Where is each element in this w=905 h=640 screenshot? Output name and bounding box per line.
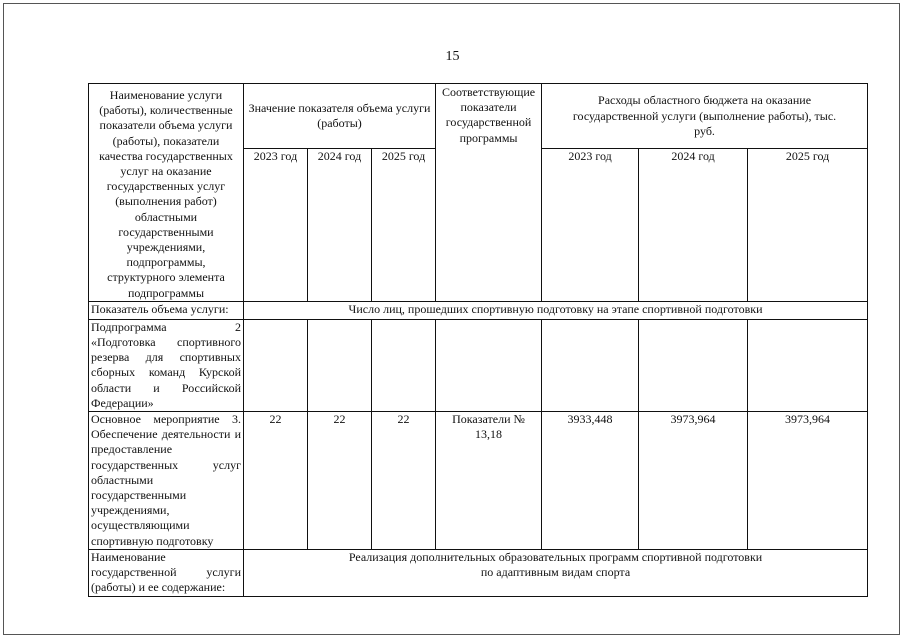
volume-value-2024: 22 [308,412,372,550]
volume-year-2024: 2024 год [308,149,372,302]
volume-value-2025: 22 [372,412,436,550]
main-event-row [89,412,868,550]
main-event-label: Основное мероприятие 3. Обеспечение деятельности и предоставление государственных услуг областными государственными учреждениями, осуществляющими спортивную подготовку [89,412,244,550]
program-table [88,83,868,597]
volume-year-2023: 2023 год [244,149,308,302]
volume-year-2025: 2025 год [372,149,436,302]
indicator-value: Число лиц, прошедших спортивную подготовку на этапе спортивной подготовки [244,301,868,319]
volume-value-2023: 22 [244,412,308,550]
budget-year-2025: 2025 год [748,149,868,302]
page-number: 15 [445,49,460,64]
service-value-line2: по адаптивным видам спорта [480,565,631,580]
subprogram-row [89,319,868,411]
subprogram-description: «Подготовка спортивного резерва для спортивных сборных команд Курской области и Российской Федерации» [91,335,241,410]
budget-year-2024: 2024 год [639,149,748,302]
header-row [89,84,868,149]
subprogram-title: Подпрограмма [91,319,167,334]
indicator-label: Показатель объема услуги: [89,301,244,319]
budget-year-2023: 2023 год [542,149,639,302]
subprogram-label [89,319,244,411]
service-name-header-bottom: качества государственных услуг на оказание государственных услуг (выполнения работ) областными государственными учреждениями, подпрограммы, структурного элемента подпрограммы [89,149,244,302]
budget-value-2023: 3933,448 [542,412,639,550]
indicators-header: Соответствующие показатели государственной программы [436,84,542,302]
budget-header: Расходы областного бюджета на оказание государственной услуги (выполнение работы), тыс. руб. [542,84,868,149]
budget-value-2024: 3973,964 [639,412,748,550]
subprogram-number: 2 [235,319,241,334]
service-label: Наименование государственной услуги (работы) и ее содержание: [89,549,244,596]
service-name-header-top: Наименование услуги (работы), количественные показатели объема услуги (работы), показатели [89,84,244,149]
service-value [244,549,868,596]
budget-value-2025: 3973,964 [748,412,868,550]
volume-header: Значение показателя объема услуги (работы) [244,84,436,149]
indicator-row [89,301,868,319]
service-row [89,549,868,596]
service-value-line1: Реализация дополнительных образовательных программ спортивной подготовки [348,549,763,564]
indicators-value: Показатели № 13,18 [436,412,542,550]
